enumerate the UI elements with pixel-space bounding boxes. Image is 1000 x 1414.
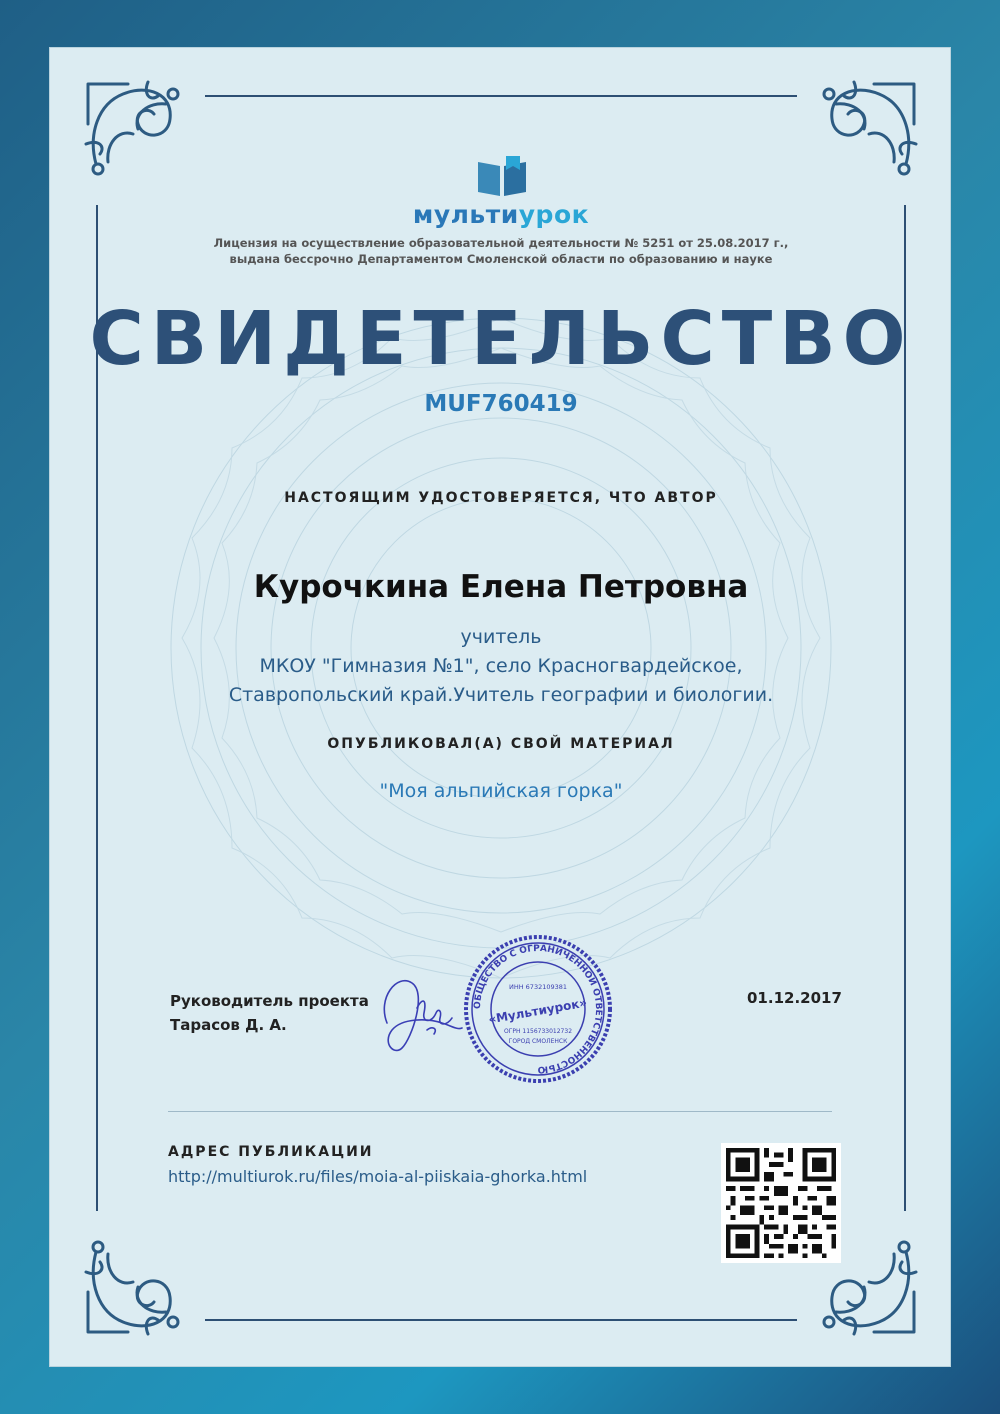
license-line-2: выдана бессрочно Департаментом Смоленской области по образованию и науке [229, 252, 773, 266]
signature-name: Тарасов Д. А. [170, 1016, 287, 1034]
handwritten-signature [372, 968, 472, 1058]
stamp-outer-text: ОБЩЕСТВО С ОГРАНИЧЕННОЙ ОТВЕТСТВЕННОСТЬЮ [472, 943, 604, 1075]
logo-wordmark [50, 200, 952, 229]
certify-text: НАСТОЯЩИМ УДОСТОВЕРЯЕТСЯ, ЧТО АВТОР [284, 490, 718, 506]
author-position: учитель [460, 626, 542, 648]
organization-line-1: МКОУ "Гимназия №1", село Красногвардейское, [259, 655, 743, 677]
page-title: СВИДЕТЕЛЬСТВО [89, 296, 913, 382]
license-line-1: Лицензия на осуществление образовательной деятельности № 5251 от 25.08.2017 г., [213, 236, 789, 250]
address-link[interactable]: http://multiurok.ru/files/moia-al-piiskaia-ghorka.html [168, 1167, 588, 1186]
material-title: "Моя альпийская горка" [379, 780, 623, 802]
book-icon [476, 156, 528, 198]
certificate-code: MUF760419 [424, 391, 578, 417]
organization-line-2: Ставропольский край.Учитель географии и биологии. [228, 684, 774, 706]
frame-line-bottom [205, 1319, 797, 1321]
signature-role: Руководитель проекта [170, 992, 369, 1010]
logo-part-2: урок [518, 200, 590, 229]
stamp-inn: ИНН 6732109381 [508, 983, 568, 991]
ornament-corner-bottom-left [78, 1232, 188, 1342]
address-label: АДРЕС ПУБЛИКАЦИИ [168, 1144, 374, 1160]
company-stamp [462, 933, 614, 1085]
signature-block [170, 989, 369, 1037]
ornament-corner-top-right [814, 74, 924, 184]
published-text: ОПУБЛИКОВАЛ(А) СВОЙ МАТЕРИАЛ [327, 736, 675, 752]
certificate-sheet [49, 47, 951, 1367]
qr-code[interactable] [721, 1143, 841, 1263]
stamp-center-text: «Мультиурок» [487, 995, 589, 1027]
stamp-city: ГОРОД СМОЛЕНСК [508, 1038, 568, 1045]
divider [168, 1111, 832, 1112]
logo-part-1: мульти [412, 200, 519, 229]
author-name: Курочкина Елена Петровна [253, 569, 749, 605]
issue-date: 01.12.2017 [747, 989, 842, 1007]
frame-line-top [205, 95, 797, 97]
ornament-corner-top-left [78, 74, 188, 184]
stamp-ogrn: ОГРН 1156733012732 [503, 1028, 573, 1035]
